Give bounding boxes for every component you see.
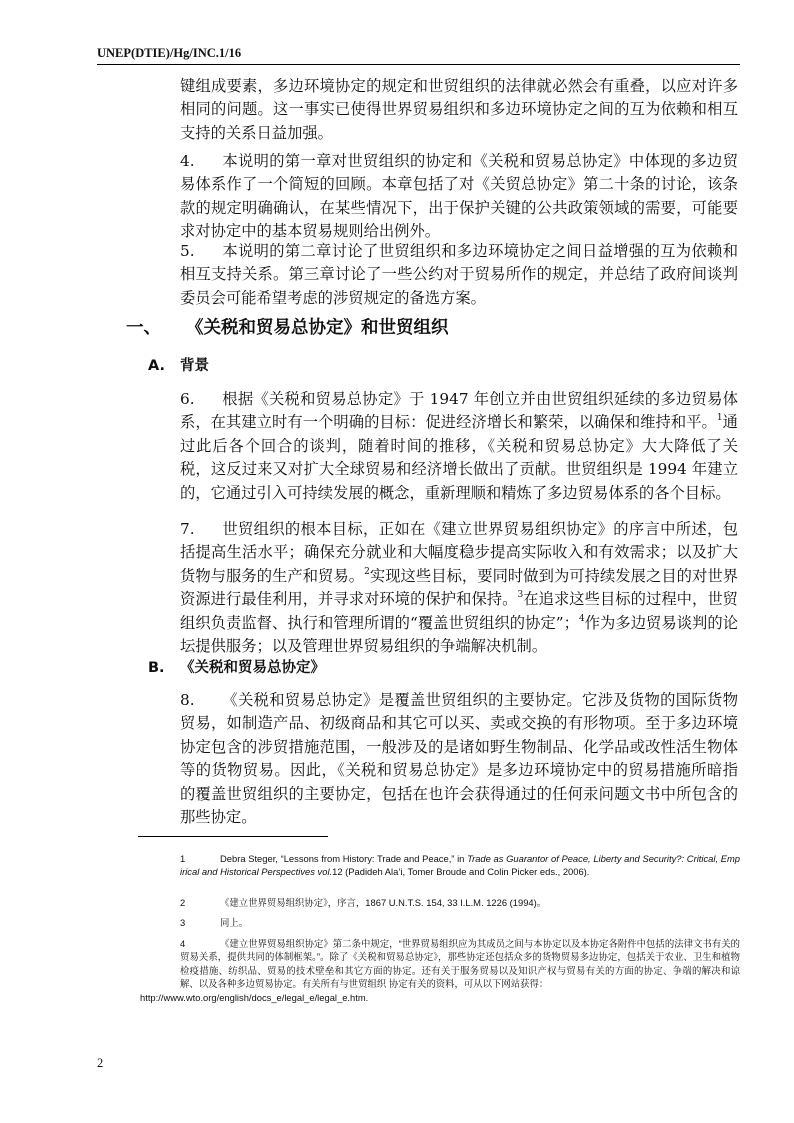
paragraph-text: 通过此后各个回合的谈判，随着时间的推移，《关税和贸易总协定》大大降低了关税，这反过来又对扩大全球贸易和经济增长做出了贡献。世贸组织是 1994 年建立的，它通过引入可持续发展的概念，重新理顺和精炼了多边贸易体系的各个目标。: [180, 413, 738, 502]
paragraph-5: [180, 240, 738, 310]
document-symbol: UNEP(DTIE)/Hg/INC.1/16: [97, 46, 242, 60]
chapter-number: 一、: [126, 318, 161, 338]
footnote-4: [140, 937, 740, 1004]
footnote-number: 3: [180, 917, 186, 928]
footnote-2: [180, 896, 740, 909]
paragraph-text: 本说明的第一章对世贸组织的协定和《关税和贸易总协定》中体现的多边贸易体系作了一个简短的回顾。本章包括了对《关贸总协定》第二十条的讨论，该条款的规定明确确认，在某些情况下，出于保护关键的公共政策领域的需要，可能要求对协定中的基本贸易规则给出例外。: [180, 152, 738, 241]
paragraph-6: [180, 388, 738, 505]
paragraph-number: 7.: [180, 520, 195, 538]
chapter-title: 《关税和贸易总协定》和世贸组织: [186, 318, 449, 338]
section-heading-a: [148, 354, 209, 375]
footnote-ref[interactable]: 4: [578, 613, 585, 624]
footnote-italic-title: Trade as Guarantor of Peace, Liberty and Security?: Critical, Empirical and Historical Perspectives vol.: [180, 853, 740, 878]
paragraph-text: 根据《关税和贸易总协定》于 1947 年创立并由世贸组织延续的多边贸易体系，在其建立时有一个明确的目标：促进经济增长和繁荣，以确保和维持和平。: [180, 390, 738, 432]
footnote-3: [180, 916, 740, 929]
footnote-separator: [138, 836, 328, 837]
paragraph-number: 6.: [180, 390, 195, 408]
footnote-ref[interactable]: 3: [517, 590, 524, 601]
paragraph-continued: 键组成要素，多边环境协定的规定和世贸组织的法律就必然会有重叠，以应对许多相同的问题。这一事实已使得世界贸易组织和多边环境协定之间的互为依赖和相互支持的关系日益加强。: [180, 77, 738, 142]
section-title: 背景: [180, 358, 209, 374]
footnote-text: Debra Steger, “Lessons from History: Trade and Peace,” in: [220, 853, 468, 864]
section-label: B.: [148, 660, 165, 676]
paragraph-number: 5.: [180, 242, 195, 260]
paragraph-4: [180, 150, 738, 244]
header-rule: [97, 64, 740, 65]
footnote-text: 同上。: [220, 917, 249, 928]
footnote-text: 《建立世界贸易组织协定》第二条中规定，“世界贸易组织应为其成员之间与本协定以及本协定各附件中包括的法律文书有关的贸易关系，提供共同的体制框架。”。除了《关税和贸易总协定》，那些协定还包括众多的货物贸易多边协定，包括关于农业、卫生和植物检疫措施、纺织品、贸易的技术壁垒和其它方面的协定。还有关于服务贸易以及知识产权与贸易有关的方面的协定、争端的解决和谅解、以及各种多边贸易协定。有关所有与世贸组织 协定有关的资料，可从以下网站获得：: [180, 938, 740, 990]
footnote-number: 4: [180, 938, 186, 949]
section-heading-b: [148, 656, 325, 677]
section-title: 《关税和贸易总协定》: [180, 660, 325, 676]
paragraph-text: 实现这些目标，要同时做到为可持续发展之目的对世界资源进行最佳利用，并寻求对环境的保护和保持。: [180, 566, 738, 609]
footnote-text: 12 (Padideh Ala’i, Tomer Broude and Colin Picker eds., 2006).: [332, 866, 590, 878]
paragraph-number: 4.: [180, 152, 195, 170]
footnote-1: [180, 852, 740, 879]
paragraph-number: 8.: [180, 691, 195, 709]
footnote-number: 2: [180, 897, 186, 908]
chapter-heading: [126, 314, 449, 339]
paragraph-text: 世贸组织的根本目标，正如在《建立世界贸易组织协定》的序言中所述，包括提高生活水平；确保充分就业和大幅度稳步提高实际收入和有效需求；以及扩大货物与服务的生产和贸易。: [180, 520, 738, 585]
paragraph-text: 作为多边贸易谈判的论坛提供服务；以及管理世界贸易组织的争端解决机制。: [180, 613, 738, 656]
paragraph-7: [180, 518, 738, 658]
footnote-number: 1: [180, 853, 186, 864]
footnote-ref[interactable]: 2: [364, 566, 370, 577]
footnote-link[interactable]: http://www.wto.org/english/docs_e/legal_e/legal_e.htm.: [140, 991, 369, 1003]
section-label: A.: [148, 358, 165, 374]
footnote-text: 《建立世界贸易组织协定》，序言，1867 U.N.T.S. 154, 33 I.L.M. 1226 (1994)。: [220, 897, 547, 908]
page-number: 2: [97, 1056, 104, 1070]
paragraph-text: 在追求这些目标的过程中，世贸组织负责监督、执行和管理所谓的“覆盖世贸组织的协定”；: [180, 590, 738, 632]
paragraph-text: 《关税和贸易总协定》是覆盖世贸组织的主要协定。它涉及货物的国际货物贸易，如制造产品、初级商品和其它可以买、卖或交换的有形物项。至于多边环境协定包含的涉贸措施范围，一般涉及的是诸如野生物制品、化学品或改性活生物体等的货物贸易。因此，《关税和贸易总协定》是多边环境协定中的贸易措施所暗指的覆盖世贸组织的主要协定，包括在也许会获得通过的任何汞问题文书中所包含的那些协定。: [180, 691, 738, 827]
paragraph-text: 本说明的第二章讨论了世贸组织和多边环境协定之间日益增强的互为依赖和相互支持关系。第三章讨论了一些公约对于贸易所作的规定，并总结了政府间谈判委员会可能希望考虑的涉贸规定的备选方案。: [180, 242, 738, 307]
footnote-ref[interactable]: 1: [716, 413, 723, 424]
paragraph-8: [180, 689, 738, 829]
